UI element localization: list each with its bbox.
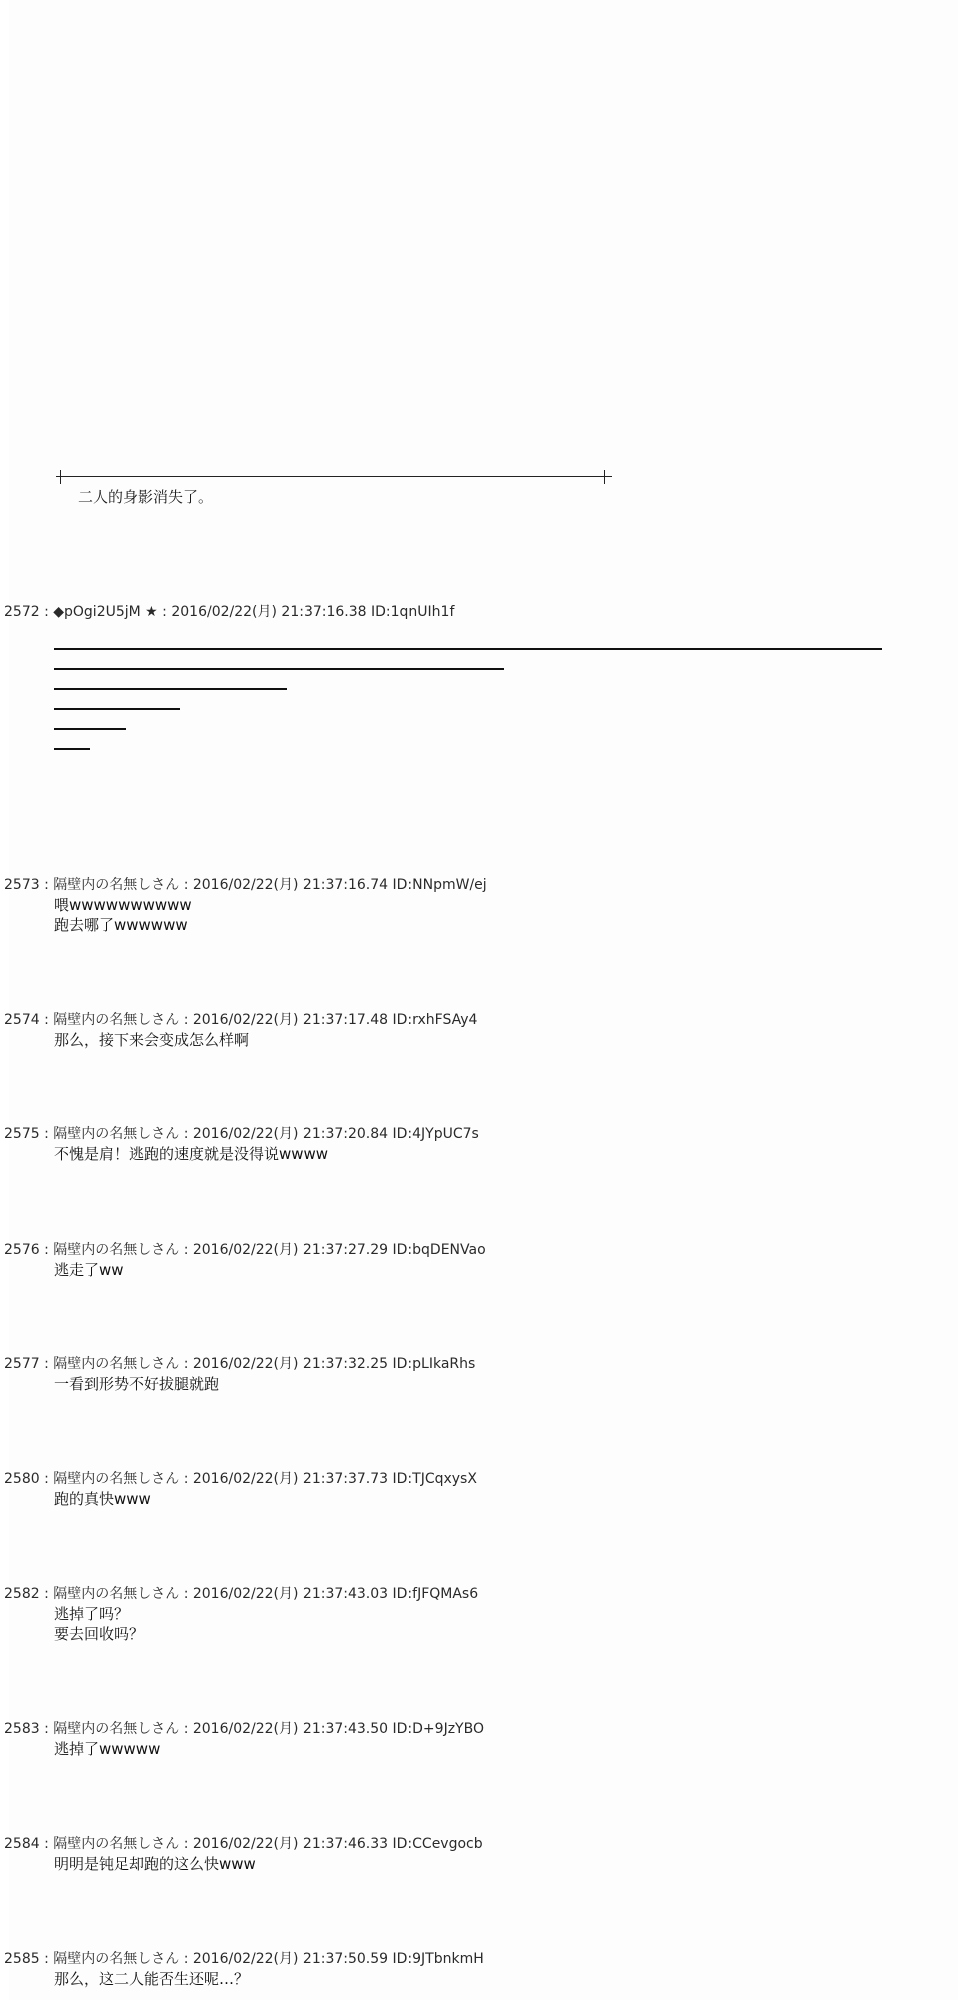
post-2583 [4, 1720, 944, 1759]
post-2573 [4, 876, 944, 935]
post-body-line: 不愧是肩！逃跑的速度就是没得说wwww [54, 1145, 329, 1163]
rule-line [54, 748, 90, 750]
rule-line [54, 668, 504, 670]
rule-line [54, 708, 180, 710]
post-body-line: 明明是钝足却跑的这么快www [54, 1855, 256, 1873]
post-header: 2576 : 隔壁内の名無しさん : 2016/02/22(月) 21:37:27.29 ID:bqDENVao [4, 1242, 486, 1258]
post-2580 [4, 1470, 944, 1509]
post-header: 2582 : 隔壁内の名無しさん : 2016/02/22(月) 21:37:43.03 ID:fJFQMAs6 [4, 1586, 479, 1602]
post-body-line: 逃走了ww [54, 1261, 124, 1279]
post-header: 2573 : 隔壁内の名無しさん : 2016/02/22(月) 21:37:16.74 ID:NNpmW/ej [4, 877, 487, 893]
post-body-line: 逃掉了吗？ [54, 1605, 130, 1623]
post-body-line: 跑的真快www [54, 1490, 151, 1508]
post-body-line: 那么，这二人能否生还呢…？ [54, 1970, 250, 1988]
post-2572 [4, 603, 944, 622]
post-header: 2572 : ◆pOgi2U5jM ★ : 2016/02/22(月) 21:37:16.38 ID:1qnUIh1f [4, 604, 455, 620]
post-body-line: 跑去哪了wwwwww [54, 916, 188, 934]
post-2577 [4, 1355, 944, 1394]
aa-divider-right-tick [604, 476, 612, 477]
rule-line [54, 648, 882, 650]
post-2585 [4, 1950, 944, 1989]
post-header: 2580 : 隔壁内の名無しさん : 2016/02/22(月) 21:37:37.73 ID:TJCqxysX [4, 1471, 477, 1487]
narration-text: 二人的身影消失了。 [78, 488, 214, 506]
post-body-line: 喂wwwwwwwwww [54, 896, 192, 914]
post-2582 [4, 1585, 944, 1644]
aa-divider-right-cap [604, 470, 605, 484]
post-header: 2583 : 隔壁内の名無しさん : 2016/02/22(月) 21:37:43.50 ID:D+9JzYBO [4, 1721, 484, 1737]
post-2574 [4, 1011, 944, 1050]
rule-line [54, 728, 126, 730]
horizontal-rules [54, 648, 884, 758]
post-2575 [4, 1125, 944, 1164]
aa-divider-line [60, 476, 604, 477]
post-header: 2585 : 隔壁内の名無しさん : 2016/02/22(月) 21:37:50.59 ID:9JTbnkmH [4, 1951, 484, 1967]
post-body-line: 一看到形势不好拔腿就跑 [54, 1375, 220, 1393]
post-header: 2584 : 隔壁内の名無しさん : 2016/02/22(月) 21:37:46.33 ID:CCevgocb [4, 1836, 483, 1852]
aa-divider-left-cap [60, 470, 61, 484]
post-2576 [4, 1241, 944, 1280]
page-margin [0, 0, 9, 2000]
post-body-line: 要去回收吗？ [54, 1625, 145, 1643]
post-header: 2575 : 隔壁内の名無しさん : 2016/02/22(月) 21:37:20.84 ID:4JYpUC7s [4, 1126, 479, 1142]
post-body-line: 逃掉了wwwww [54, 1740, 161, 1758]
rule-line [54, 688, 287, 690]
post-body-line: 那么，接下来会变成怎么样啊 [54, 1031, 250, 1049]
post-header: 2577 : 隔壁内の名無しさん : 2016/02/22(月) 21:37:32.25 ID:pLIkaRhs [4, 1356, 476, 1372]
post-2584 [4, 1835, 944, 1874]
post-header: 2574 : 隔壁内の名無しさん : 2016/02/22(月) 21:37:17.48 ID:rxhFSAy4 [4, 1012, 478, 1028]
